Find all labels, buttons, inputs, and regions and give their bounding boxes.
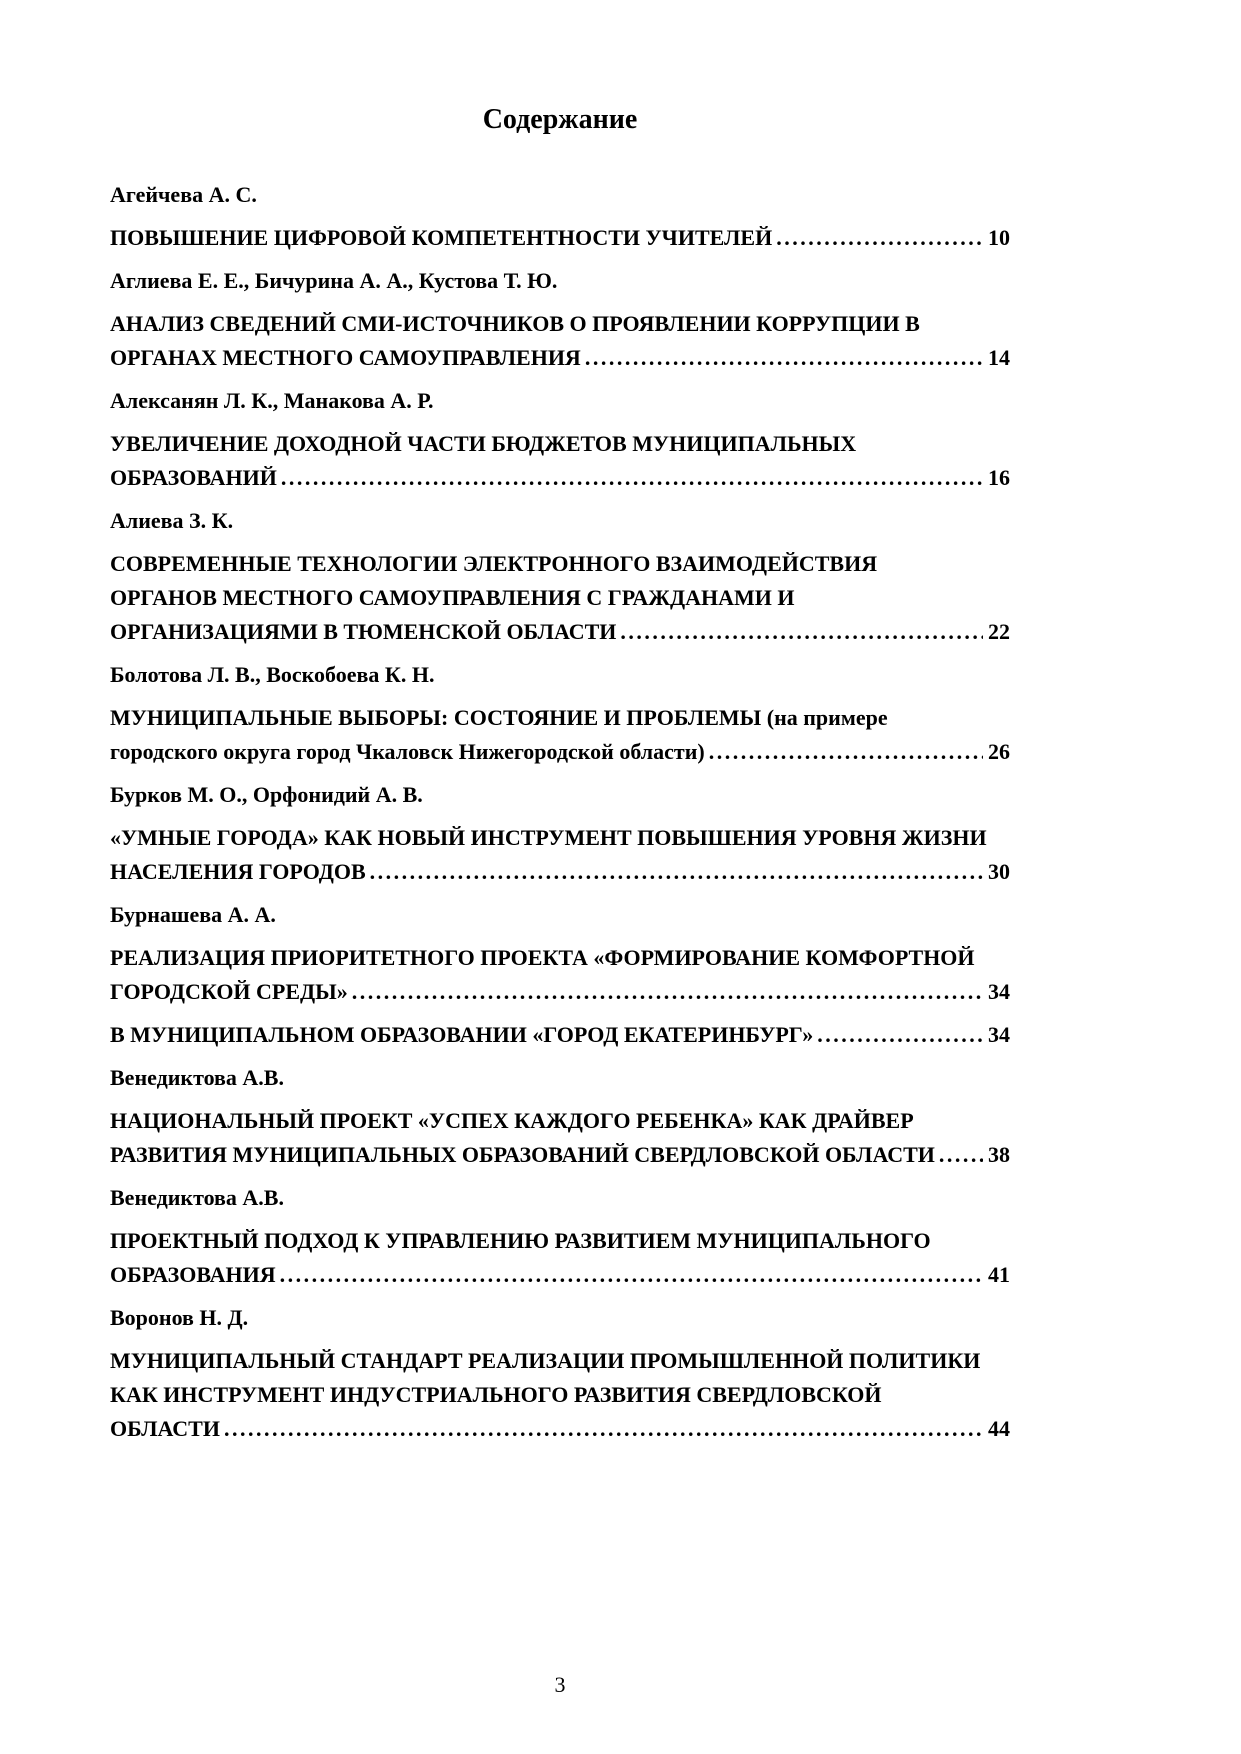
toc-line-with-page	[110, 461, 1010, 495]
dot-leader	[370, 855, 983, 889]
entry-page-number: 44	[988, 1416, 1010, 1441]
entry-page-number: 41	[988, 1262, 1010, 1287]
entry-title-text: В МУНИЦИПАЛЬНОМ ОБРАЗОВАНИИ «ГОРОД ЕКАТЕРИНБУРГ»	[110, 1022, 814, 1047]
page-footer	[110, 1672, 1010, 1698]
toc-line	[110, 941, 1010, 975]
entry-authors: Бурков М. О., Орфонидий А. В.	[110, 782, 423, 807]
dot-leader	[776, 221, 983, 255]
entry-title-block	[110, 941, 1010, 1009]
dot-leader	[281, 461, 983, 495]
toc-line	[110, 1344, 1010, 1378]
toc-line-with-page	[110, 1138, 1010, 1172]
entry-title-block	[110, 307, 1010, 375]
toc-line	[110, 307, 1010, 341]
toc-line-with-page	[110, 855, 1010, 889]
entry-page-number: 14	[988, 345, 1010, 370]
entry-title-text: НАСЕЛЕНИЯ ГОРОДОВ	[110, 859, 366, 884]
entry-title-text: МУНИЦИПАЛЬНЫЙ СТАНДАРТ РЕАЛИЗАЦИИ ПРОМЫШЛЕННОЙ ПОЛИТИКИ	[110, 1348, 981, 1373]
entry-title-block	[110, 547, 1010, 649]
entry-title-block	[110, 427, 1010, 495]
toc-line-with-page	[110, 1018, 1010, 1052]
toc-line-with-page	[110, 221, 1010, 255]
entry-title-text: ОРГАНОВ МЕСТНОГО САМОУПРАВЛЕНИЯ С ГРАЖДАНАМИ И	[110, 585, 795, 610]
toc-line	[110, 701, 1010, 735]
entry-title-text: ОРГАНИЗАЦИЯМИ В ТЮМЕНСКОЙ ОБЛАСТИ	[110, 619, 617, 644]
toc-line	[110, 1378, 1010, 1412]
dot-leader	[224, 1412, 983, 1446]
entry-page-number: 30	[988, 859, 1010, 884]
entry-title-block	[110, 221, 1010, 255]
entry-authors: Алексанян Л. К., Манакова А. Р.	[110, 388, 434, 413]
entry-page-number: 10	[988, 225, 1010, 250]
toc-line-with-page	[110, 615, 1010, 649]
entry-page-number: 34	[988, 979, 1010, 1004]
entry-title-block	[110, 1224, 1010, 1292]
dot-leader	[939, 1138, 983, 1172]
entry-page-number: 34	[988, 1022, 1010, 1047]
entry-authors: Бурнашева А. А.	[110, 902, 276, 927]
entry-title-text: НАЦИОНАЛЬНЫЙ ПРОЕКТ «УСПЕХ КАЖДОГО РЕБЕНКА» КАК ДРАЙВЕР	[110, 1108, 914, 1133]
entry-title-block	[110, 1344, 1010, 1446]
entry-title-text: ОРГАНАХ МЕСТНОГО САМОУПРАВЛЕНИЯ	[110, 345, 581, 370]
entry-title-text: РАЗВИТИЯ МУНИЦИПАЛЬНЫХ ОБРАЗОВАНИЙ СВЕРДЛОВСКОЙ ОБЛАСТИ	[110, 1142, 935, 1167]
entry-title-text: городского округа город Чкаловск Нижегородской области)	[110, 739, 705, 764]
entry-title-block	[110, 821, 1010, 889]
entry-title-text: АНАЛИЗ СВЕДЕНИЙ СМИ-ИСТОЧНИКОВ О ПРОЯВЛЕНИИ КОРРУПЦИИ В	[110, 311, 920, 336]
entry-authors: Венедиктова А.В.	[110, 1065, 284, 1090]
entry-title-text: ОБРАЗОВАНИЙ	[110, 465, 277, 490]
entry-title-text: ГОРОДСКОЙ СРЕДЫ»	[110, 979, 348, 1004]
entry-title-text: СОВРЕМЕННЫЕ ТЕХНОЛОГИИ ЭЛЕКТРОННОГО ВЗАИМОДЕЙСТВИЯ	[110, 551, 878, 576]
entry-page-number: 16	[988, 465, 1010, 490]
entry-authors: Алиева З. К.	[110, 508, 234, 533]
entry-title-text: ОБЛАСТИ	[110, 1416, 220, 1441]
entry-title-block	[110, 1104, 1010, 1172]
toc-line	[110, 427, 1010, 461]
toc-entries	[110, 178, 1010, 1446]
dot-leader	[585, 341, 983, 375]
entry-title-text: «УМНЫЕ ГОРОДА» КАК НОВЫЙ ИНСТРУМЕНТ ПОВЫШЕНИЯ УРОВНЯ ЖИЗНИ	[110, 825, 987, 850]
toc-line-with-page	[110, 735, 1010, 769]
toc-line	[110, 581, 1010, 615]
toc-line-with-page	[110, 975, 1010, 1009]
dot-leader	[280, 1258, 983, 1292]
dot-leader	[709, 735, 983, 769]
entry-page-number: 22	[988, 619, 1010, 644]
footer-page-number: 3	[554, 1672, 566, 1697]
entry-authors: Воронов Н. Д.	[110, 1305, 249, 1330]
dot-leader	[352, 975, 983, 1009]
entry-title-text: КАК ИНСТРУМЕНТ ИНДУСТРИАЛЬНОГО РАЗВИТИЯ СВЕРДЛОВСКОЙ	[110, 1382, 882, 1407]
entry-title-block	[110, 1018, 1010, 1052]
toc-line	[110, 1224, 1010, 1258]
entry-title-text: МУНИЦИПАЛЬНЫЕ ВЫБОРЫ: СОСТОЯНИЕ И ПРОБЛЕМЫ (на примере	[110, 705, 888, 730]
entry-authors: Аглиева Е. Е., Бичурина А. А., Кустова Т. Ю.	[110, 268, 558, 293]
toc-line	[110, 547, 1010, 581]
dot-leader	[620, 615, 983, 649]
entry-page-number: 38	[988, 1142, 1010, 1167]
entry-title-text: УВЕЛИЧЕНИЕ ДОХОДНОЙ ЧАСТИ БЮДЖЕТОВ МУНИЦИПАЛЬНЫХ	[110, 431, 857, 456]
toc-line-with-page	[110, 341, 1010, 375]
entry-page-number: 26	[988, 739, 1010, 764]
entry-title-text: ОБРАЗОВАНИЯ	[110, 1262, 276, 1287]
entry-title-text: ПРОЕКТНЫЙ ПОДХОД К УПРАВЛЕНИЮ РАЗВИТИЕМ МУНИЦИПАЛЬНОГО	[110, 1228, 931, 1253]
entry-authors: Болотова Л. В., Воскобоева К. Н.	[110, 662, 435, 687]
toc-line-with-page	[110, 1258, 1010, 1292]
toc-heading: Содержание	[482, 104, 638, 135]
dot-leader	[817, 1018, 983, 1052]
toc-line	[110, 1104, 1010, 1138]
entry-title-text: ПОВЫШЕНИЕ ЦИФРОВОЙ КОМПЕТЕНТНОСТИ УЧИТЕЛЕЙ	[110, 225, 773, 250]
toc-line	[110, 821, 1010, 855]
toc-content	[110, 104, 1010, 1455]
entry-title-text: РЕАЛИЗАЦИЯ ПРИОРИТЕТНОГО ПРОЕКТА «ФОРМИРОВАНИЕ КОМФОРТНОЙ	[110, 945, 975, 970]
entry-authors: Венедиктова А.В.	[110, 1185, 284, 1210]
toc-line-with-page	[110, 1412, 1010, 1446]
entry-title-block	[110, 701, 1010, 769]
entry-authors: Агейчева А. С.	[110, 182, 257, 207]
